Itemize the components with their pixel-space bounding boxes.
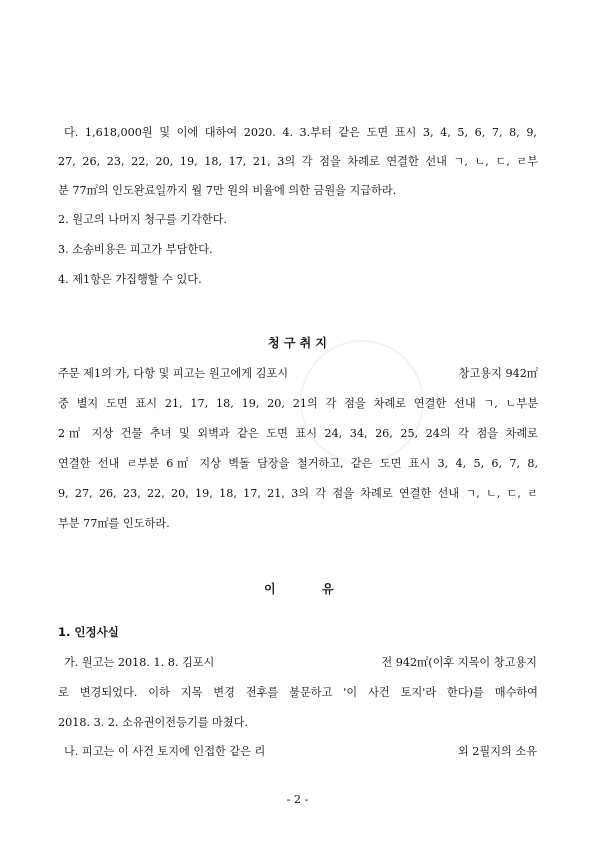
claim-line-6: 부분 77㎡를 인도하라.: [58, 517, 170, 530]
section-title-facts: 1. 인정사실: [58, 625, 119, 639]
claim-heading: 청 구 취 지: [268, 336, 327, 350]
fact-ga-line-1-left: 가. 원고는 2018. 1. 8. 김포시: [64, 656, 215, 669]
reasons-heading-right: 유: [322, 582, 334, 596]
claim-line-1: [58, 367, 538, 381]
order-item-4: 4. 제1항은 가집행할 수 있다.: [58, 273, 202, 286]
claim-line-2: 중 별지 도면 표시 21, 17, 18, 19, 20, 21의 각 점을 차례로 연결한 선내 ㄱ, ㄴ부분: [58, 397, 538, 410]
order-item-2: 2. 원고의 나머지 청구를 기각한다.: [58, 213, 227, 226]
claim-line-1-left: 주문 제1의 가, 다항 및 피고는 원고에게 김포시: [58, 367, 289, 380]
claim-line-3: 2㎡ 지상 건물 추녀 및 외벽과 같은 도면 표시 24, 34, 26, 25, 24의 각 점을 차례로: [58, 427, 538, 440]
order-item-3: 3. 소송비용은 피고가 부담한다.: [58, 243, 213, 256]
claim-line-4: 연결한 선내 ㄹ부분 6㎡ 지상 벽돌 담장을 철거하고, 같은 도면 표시 3, 4, 5, 6, 7, 8,: [58, 457, 538, 470]
fact-ga-line-3: 2018. 3. 2. 소유권이전등기를 마쳤다.: [58, 716, 249, 729]
page-number: - 2 -: [286, 793, 309, 806]
fact-ga-line-1-right: 전 942㎡(이후 지목이 창고용지: [381, 656, 537, 669]
fact-na-line-1: [64, 745, 537, 759]
claim-line-5: 9, 27, 26, 23, 22, 20, 19, 18, 17, 21, 3의 각 점을 차례로 연결한 선내 ㄱ, ㄴ, ㄷ, ㄹ: [58, 487, 538, 500]
order-line-da-1: 다. 1,618,000원 및 이에 대하여 2020. 4. 3.부터 같은 도면 표시 3, 4, 5, 6, 7, 8, 9,: [64, 126, 537, 139]
claim-line-1-right: 창고용지 942㎡: [458, 367, 538, 380]
order-line-da-2: 27, 26, 23, 22, 20, 19, 18, 17, 21, 3의 각 점을 차례로 연결한 선내 ㄱ, ㄴ, ㄷ, ㄹ부: [58, 155, 538, 168]
fact-na-line-1-right: 외 2필지의 소유: [457, 745, 537, 758]
fact-ga-line-2: 로 변경되었다. 이하 지목 변경 전후를 불문하고 '이 사건 토지'라 한다)를 매수하여: [58, 686, 538, 699]
fact-ga-line-1: [64, 656, 537, 670]
reasons-heading-left: 이: [264, 582, 276, 596]
order-line-da-3: 분 77㎡의 인도완료일까지 월 7만 원의 비율에 의한 금원을 지급하라.: [58, 184, 397, 197]
fact-na-line-1-left: 나. 피고는 이 사건 토지에 인접한 같은 리: [64, 745, 266, 758]
